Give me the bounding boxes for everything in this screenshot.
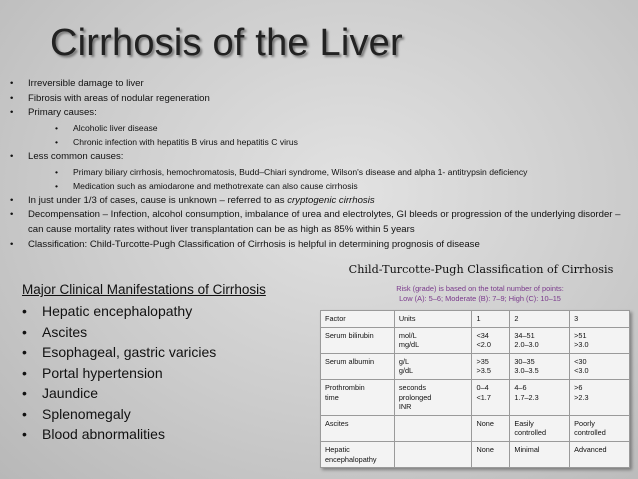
manifestation-item: • Blood abnormalities — [22, 424, 216, 445]
table-cell — [510, 415, 570, 441]
table-cell-line: 4–6 — [514, 382, 527, 392]
table-cell — [570, 327, 630, 353]
table-cell-line: 2.0–3.0 — [514, 340, 539, 350]
bullet-item: • Fibrosis with areas of nodular regeneration — [10, 92, 632, 107]
table-cell — [510, 379, 570, 415]
table-header-cell: Factor — [321, 311, 395, 328]
bullet-text: In just under 1/3 of cases, cause is unknown – referred to as — [28, 194, 288, 206]
table-cell-line: None — [476, 418, 494, 428]
table-cell-line: 0–4 — [476, 382, 489, 392]
table-cell-line: >3.5 — [476, 366, 491, 376]
sub-bullet-item: • Alcoholic liver disease — [10, 121, 632, 136]
table-cell-line: seconds — [398, 382, 427, 392]
table-cell-line: None — [476, 444, 494, 454]
table-header-cell: 2 — [510, 311, 570, 328]
table-cell — [510, 353, 570, 379]
table-cell-line: <2.0 — [476, 340, 491, 350]
table-cell — [472, 353, 510, 379]
table-cell-line: mg/dL — [398, 340, 420, 350]
bullet-italic-term: cryptogenic cirrhosis — [287, 194, 375, 206]
table-cell-line: g/L — [398, 356, 410, 366]
manifestation-item: • Jaundice — [22, 383, 216, 404]
slide-title: Cirrhosis of the Liver — [50, 22, 403, 64]
manifestation-item: • Hepatic encephalopathy — [22, 301, 216, 322]
table-cell-line: controlled — [574, 428, 606, 438]
table-cell-line: >51 — [574, 330, 587, 340]
table-row — [321, 353, 630, 379]
table-cell — [570, 353, 630, 379]
table-cell — [394, 327, 472, 353]
table-cell-line: >2.3 — [574, 392, 589, 402]
table-header-cell: Units — [394, 311, 472, 328]
overview-bullet-list — [10, 77, 632, 252]
table-cell-line: INR — [398, 402, 412, 412]
table-cell-line: >6 — [574, 382, 583, 392]
table-header-row — [321, 311, 630, 328]
bullet-item: • Irreversible damage to liver — [10, 77, 632, 92]
table-cell-line: Ascites — [325, 418, 349, 428]
table-cell — [321, 327, 395, 353]
bullet-item: • Less common causes: — [10, 150, 632, 165]
table-cell-line: controlled — [514, 428, 546, 438]
table-cell-line: Prothrombin — [325, 382, 365, 392]
table-cell — [570, 441, 630, 467]
table-cell-line: encephalopathy — [325, 454, 377, 464]
classification-table — [320, 310, 630, 468]
table-header-cell: 3 — [570, 311, 630, 328]
table-cell — [394, 415, 472, 441]
table-cell — [321, 379, 395, 415]
manifestations-list — [22, 301, 216, 445]
table-cell-line: 1.7–2.3 — [514, 392, 539, 402]
table-cell-line: g/dL — [398, 366, 414, 376]
manifestation-item: • Ascites — [22, 322, 216, 343]
table-cell-line: >3.0 — [574, 340, 589, 350]
table-cell-line: time — [325, 392, 339, 402]
table-cell — [472, 415, 510, 441]
table-cell-line: Hepatic — [325, 444, 350, 454]
table-cell — [472, 379, 510, 415]
table-cell-line: 34–51 — [514, 330, 535, 340]
sub-bullet-item: • Primary biliary cirrhosis, hemochromatosis, Budd–Chiari syndrome, Wilson's disease and alpha 1- antitrypsin deficiency — [10, 165, 632, 180]
table-cell — [394, 441, 472, 467]
manifestation-item: • Esophageal, gastric varicies — [22, 342, 216, 363]
table-cell-line: <34 — [476, 330, 489, 340]
table-cell — [394, 379, 472, 415]
bullet-item: • Decompensation – Infection, alcohol consumption, imbalance of urea and electrolytes, GI bleeds or progression of the underlying disorder – can cause mortality rates without liver transplantation can be as high as 85% within 5 years — [10, 208, 632, 237]
table-row — [321, 441, 630, 467]
table-cell-line: Minimal — [514, 444, 540, 454]
classification-table-body — [321, 311, 630, 468]
bullet-item: • Classification: Child-Turcotte-Pugh Classification of Cirrhosis is helpful in determining prognosis of disease — [10, 238, 632, 253]
table-cell — [321, 441, 395, 467]
bullet-item: • Primary causes: — [10, 106, 632, 121]
table-cell-line: Serum bilirubin — [325, 330, 374, 340]
risk-note-line: Low (A): 5–6; Moderate (B): 7–9; High (C): 10–15 — [399, 294, 561, 303]
table-cell — [321, 353, 395, 379]
table-cell-line: Poorly — [574, 418, 595, 428]
table-cell — [510, 441, 570, 467]
table-cell-line: <1.7 — [476, 392, 491, 402]
manifestation-item: • Splenomegaly — [22, 404, 216, 425]
table-cell-line: <30 — [574, 356, 587, 366]
sub-bullet-item: • Chronic infection with hepatitis B virus and hepatitis C virus — [10, 135, 632, 150]
classification-risk-note — [320, 284, 638, 304]
sub-bullet-item: • Medication such as amiodarone and methotrexate can also cause cirrhosis — [10, 179, 632, 194]
risk-note-line: Risk (grade) is based on the total number of points: — [396, 284, 564, 293]
classification-title: Child-Turcotte-Pugh Classification of Cirrhosis — [348, 263, 614, 276]
table-row — [321, 415, 630, 441]
table-cell — [321, 415, 395, 441]
table-cell-line: Easily — [514, 418, 534, 428]
table-cell-line: 30–35 — [514, 356, 535, 366]
manifestations-heading: Major Clinical Manifestations of Cirrhosis — [22, 282, 266, 297]
bullet-item — [10, 194, 632, 209]
table-cell — [472, 327, 510, 353]
table-header-cell: 1 — [472, 311, 510, 328]
table-row — [321, 379, 630, 415]
table-cell — [570, 379, 630, 415]
manifestation-item: • Portal hypertension — [22, 363, 216, 384]
table-cell — [472, 441, 510, 467]
table-cell-line: prolonged — [398, 392, 432, 402]
table-cell — [510, 327, 570, 353]
table-cell-line: mol/L — [398, 330, 417, 340]
table-cell — [394, 353, 472, 379]
table-cell-line: Serum albumin — [325, 356, 375, 366]
table-cell-line: <3.0 — [574, 366, 589, 376]
table-cell-line: Advanced — [574, 444, 607, 454]
table-cell — [570, 415, 630, 441]
table-cell-line: >35 — [476, 356, 489, 366]
table-row — [321, 327, 630, 353]
table-cell-line: 3.0–3.5 — [514, 366, 539, 376]
